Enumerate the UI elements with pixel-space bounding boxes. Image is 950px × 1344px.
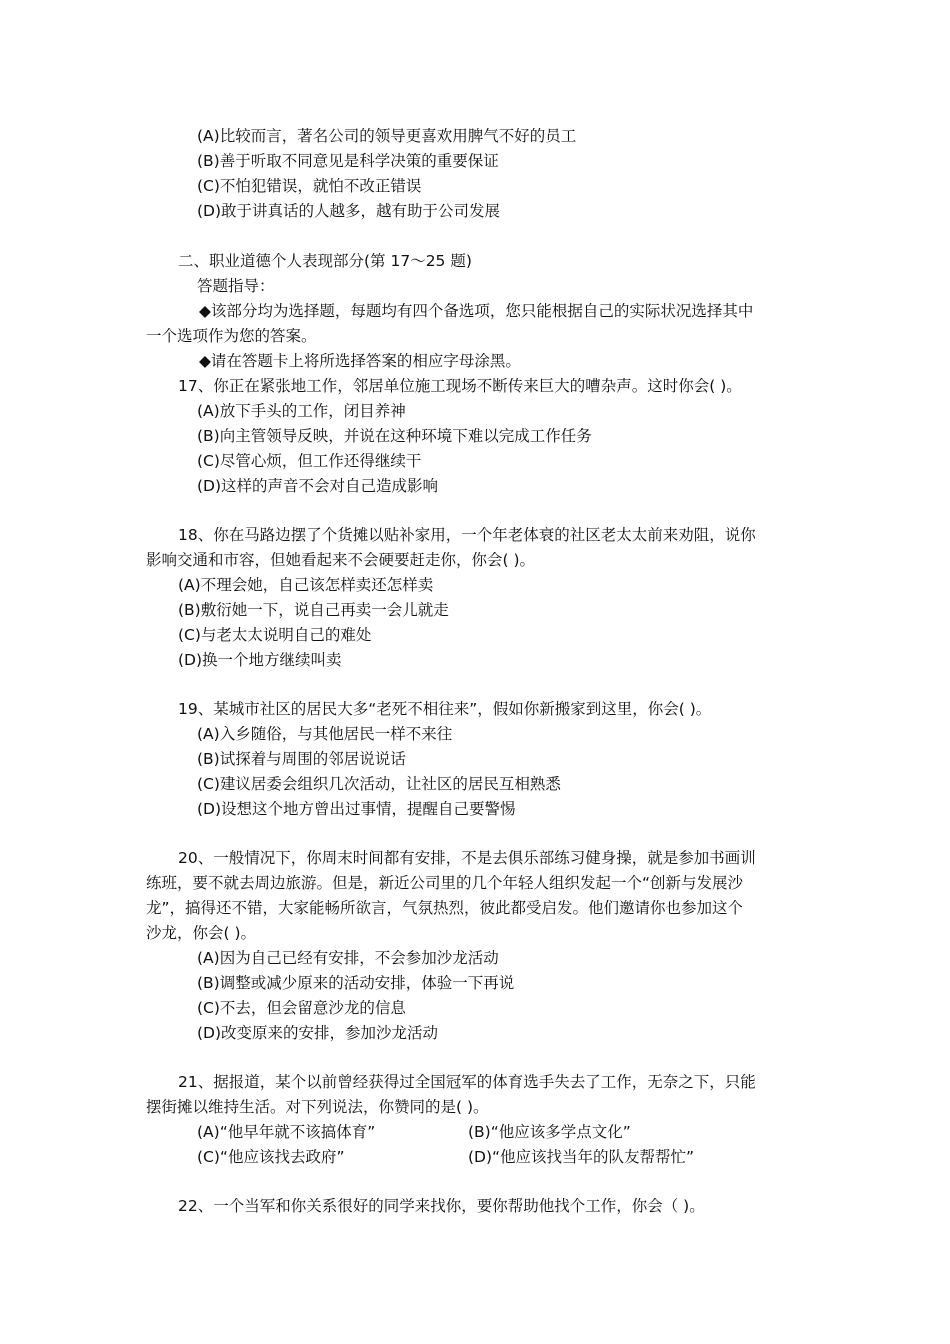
q20-stem-line1: 20、一般情况下，你周末时间都有安排，不是去俱乐部练习健身操，就是参加书画训: [178, 849, 756, 867]
q19-option-a: (A)入乡随俗，与其他居民一样不来往: [197, 725, 453, 743]
prev-option-b: (B)善于听取不同意见是科学决策的重要保证: [197, 152, 499, 170]
q21-stem-line2: 摆街摊以维持生活。对下列说法，你赞同的是( )。: [146, 1098, 489, 1116]
q17-option-b: (B)向主管领导反映，并说在这种环境下难以完成工作任务: [197, 427, 592, 445]
q17-stem: 17、你正在紧张地工作，邻居单位施工现场不断传来巨大的嘈杂声。这时你会( )。: [178, 377, 742, 395]
section-title: 二、职业道德个人表现部分(第 17～25 题): [178, 252, 472, 270]
q21-stem-line1: 21、据报道，某个以前曾经获得过全国冠军的体育选手失去了工作，无奈之下，只能: [178, 1073, 756, 1091]
q18-option-a: (A)不理会她，自己该怎样卖还怎样卖: [178, 576, 434, 594]
q20-option-c: (C)不去，但会留意沙龙的信息: [197, 999, 406, 1017]
q18-stem-line1: 18、你在马路边摆了个货摊以贴补家用，一个年老体衰的社区老太太前来劝阻，说你: [178, 526, 756, 544]
q17-option-c: (C)尽管心烦，但工作还得继续干: [197, 452, 422, 470]
q18-stem-line2: 影响交通和市容，但她看起来不会硬要赶走你，你会( )。: [146, 551, 536, 569]
q20-option-b: (B)调整或减少原来的活动安排，体验一下再说: [197, 974, 515, 992]
q21-option-c: (C)“他应该找去政府”: [197, 1148, 345, 1166]
q22-stem: 22、一个当军和你关系很好的同学来找你，要你帮助他找个工作，你会（ )。: [178, 1197, 705, 1215]
q18-option-c: (C)与老太太说明自己的难处: [178, 626, 372, 644]
q18-option-b: (B)敷衍她一下，说自己再卖一会儿就走: [178, 601, 449, 619]
prev-option-c: (C)不怕犯错误，就怕不改正错误: [197, 177, 422, 195]
q20-option-a: (A)因为自己已经有安排，不会参加沙龙活动: [197, 949, 499, 967]
q17-option-a: (A)放下手头的工作，闭目养神: [197, 402, 406, 420]
guide-bullet-2: ◆请在答题卡上将所选择答案的相应字母涂黑。: [199, 352, 521, 370]
q20-stem-line2: 练班，要不就去周边旅游。但是，新近公司里的几个年轻人组织发起一个“创新与发展沙: [146, 874, 744, 892]
q20-stem-line4: 沙龙，你会( )。: [146, 924, 257, 942]
q19-option-c: (C)建议居委会组织几次活动，让社区的居民互相熟悉: [197, 775, 561, 793]
q17-option-d: (D)这样的声音不会对自己造成影响: [197, 477, 439, 495]
guide-label: 答题指导：: [197, 277, 275, 295]
q20-option-d: (D)改变原来的安排，参加沙龙活动: [197, 1024, 439, 1042]
prev-option-d: (D)敢于讲真话的人越多，越有助于公司发展: [197, 202, 501, 220]
q21-option-b: (B)“他应该多学点文化”: [468, 1123, 631, 1141]
guide-bullet-1-cont: 一个选项作为您的答案。: [146, 327, 317, 345]
prev-option-a: (A)比较而言，著名公司的领导更喜欢用脾气不好的员工: [197, 127, 577, 145]
q18-option-d: (D)换一个地方继续叫卖: [178, 651, 342, 669]
q19-stem: 19、某城市社区的居民大多“老死不相往来”，假如你新搬家到这里，你会( )。: [178, 700, 712, 718]
q21-option-d: (D)“他应该找当年的队友帮帮忙”: [468, 1148, 695, 1166]
guide-bullet-1: ◆该部分均为选择题，每题均有四个备选项，您只能根据自己的实际状况选择其中: [199, 302, 754, 320]
q20-stem-line3: 龙”，搞得还不错，大家能畅所欲言，气氛热烈，彼此都受启发。他们邀请你也参加这个: [146, 899, 744, 917]
q21-option-a: (A)“他早年就不该搞体育”: [197, 1123, 376, 1141]
q19-option-d: (D)设想这个地方曾出过事情，提醒自己要警惕: [197, 800, 516, 818]
q19-option-b: (B)试探着与周围的邻居说说话: [197, 750, 406, 768]
